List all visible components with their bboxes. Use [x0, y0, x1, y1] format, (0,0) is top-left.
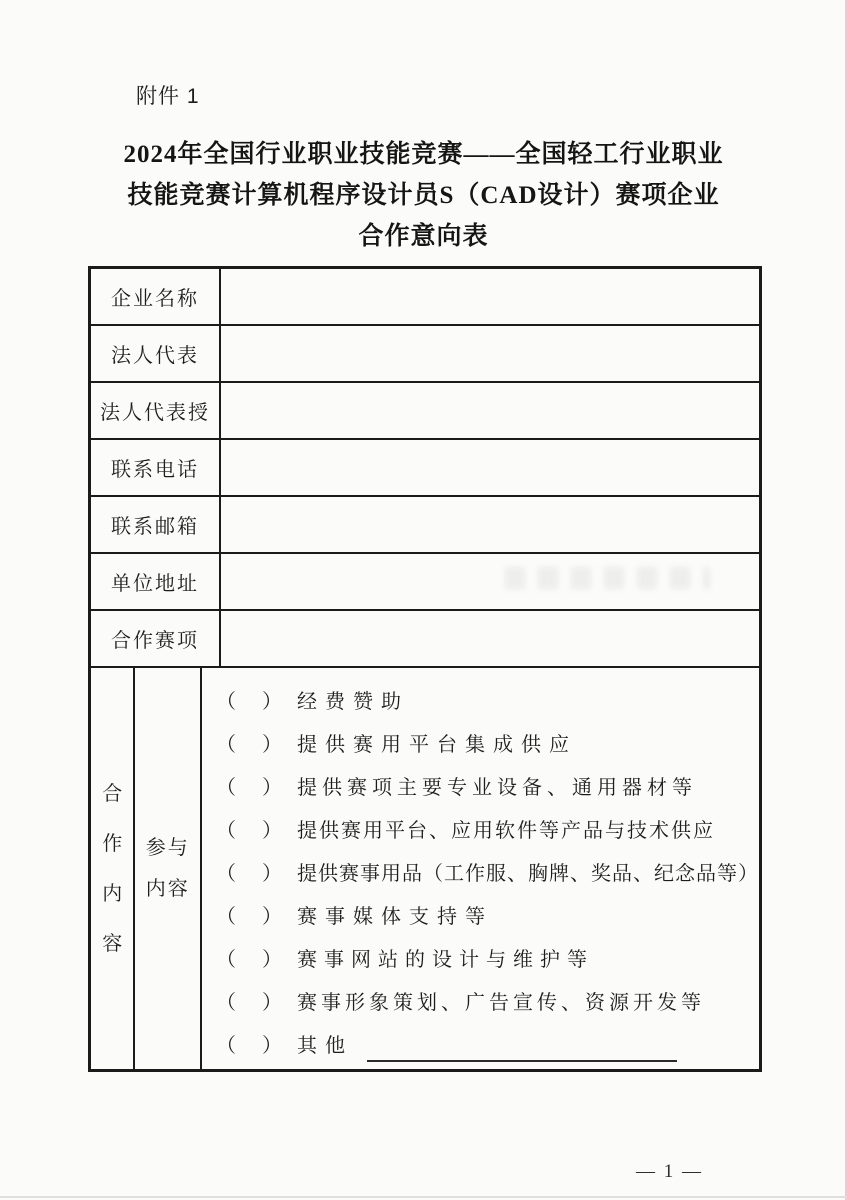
cooperation-intent-form-table — [88, 266, 762, 1072]
other-fill-line — [367, 1040, 677, 1062]
option-line-software-technology-supply — [216, 807, 759, 850]
field-label-legal-representative: 法人代表 — [91, 326, 221, 381]
option-label: 赛事网站的设计与维护等 — [297, 949, 594, 971]
option-label: 提供赛用平台集成供应 — [297, 734, 577, 756]
cooperation-content-row — [91, 668, 759, 1069]
option-label: 赛事形象策划、广告宣传、资源开发等 — [297, 992, 705, 1014]
participation-content-label-cell — [135, 668, 202, 1069]
option-label: 经费赞助 — [297, 691, 409, 713]
table-row — [91, 554, 759, 611]
scan-edge-bottom — [0, 1196, 847, 1198]
option-label: 赛事媒体支持等 — [297, 906, 493, 928]
page-number: — 1 — — [636, 1161, 703, 1182]
checkbox-parentheses: （ ） — [216, 820, 285, 842]
option-label: 提供赛事用品（工作服、胸牌、奖品、纪念品等） — [297, 863, 759, 885]
title-line-2: 技能竞赛计算机程序设计员S（CAD设计）赛项企业 — [127, 182, 720, 209]
option-line-branding-advertising — [216, 979, 759, 1022]
option-label: 提供赛项主要专业设备、通用器材等 — [297, 777, 697, 799]
attachment-label: 附件 1 — [136, 85, 200, 108]
table-row — [91, 269, 759, 326]
field-value-company-name — [221, 269, 759, 324]
field-label-cooperation-event: 合作赛项 — [91, 611, 221, 666]
option-label: 提供赛用平台、应用软件等产品与技术供应 — [297, 820, 715, 842]
title-line-3: 合作意向表 — [358, 223, 489, 250]
options-list — [202, 668, 759, 1069]
title-line-1: 2024年全国行业职业技能竞赛——全国轻工行业职业 — [123, 141, 724, 168]
field-value-contact-phone — [221, 440, 759, 495]
field-label-contact-phone: 联系电话 — [91, 440, 221, 495]
option-line-platform-integration-supply — [216, 721, 759, 764]
option-line-equipment-supply — [216, 764, 759, 807]
field-label-unit-address: 单位地址 — [91, 554, 221, 609]
table-row — [91, 497, 759, 554]
option-line-other — [216, 1022, 759, 1065]
option-line-funding-sponsorship — [216, 678, 759, 721]
cooperation-content-label-cell — [91, 668, 135, 1069]
checkbox-parentheses: （ ） — [216, 863, 285, 885]
table-row — [91, 440, 759, 497]
cooperation-content-label: 合作内容 — [102, 782, 123, 955]
field-label-legal-representative-authorization: 法人代表授 — [91, 383, 221, 438]
option-line-event-supplies — [216, 850, 759, 893]
checkbox-parentheses: （ ） — [216, 777, 285, 799]
field-value-legal-representative-authorization — [221, 383, 759, 438]
field-label-company-name: 企业名称 — [91, 269, 221, 324]
field-value-cooperation-event — [221, 611, 759, 666]
checkbox-parentheses: （ ） — [216, 906, 285, 928]
participation-content-label: 参与内容 — [145, 836, 190, 900]
field-value-unit-address — [221, 554, 759, 609]
checkbox-parentheses: （ ） — [216, 1035, 285, 1057]
table-row — [91, 383, 759, 440]
checkbox-parentheses: （ ） — [216, 992, 285, 1014]
option-line-website-design-maintenance — [216, 936, 759, 979]
option-line-media-support — [216, 893, 759, 936]
field-value-contact-email — [221, 497, 759, 552]
field-label-contact-email: 联系邮箱 — [91, 497, 221, 552]
option-label: 其他 — [297, 1035, 353, 1057]
table-row — [91, 326, 759, 383]
checkbox-parentheses: （ ） — [216, 949, 285, 971]
checkbox-parentheses: （ ） — [216, 734, 285, 756]
field-value-legal-representative — [221, 326, 759, 381]
checkbox-parentheses: （ ） — [216, 691, 285, 713]
table-row — [91, 611, 759, 668]
document-title — [50, 134, 797, 257]
